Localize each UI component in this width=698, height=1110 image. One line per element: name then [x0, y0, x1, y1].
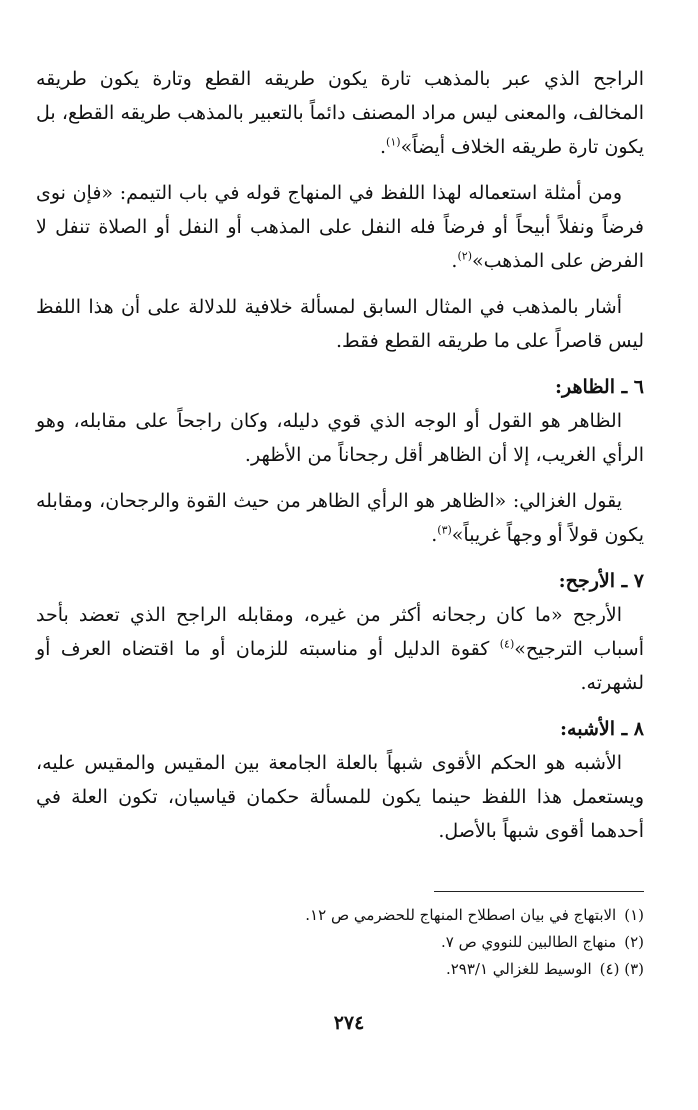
paragraph-text-end: كقوة الدليل أو مناسبته للزمان أو ما اقتضاه العرف أو لشهرته.: [36, 638, 644, 694]
paragraph-text: الأرجح «ما كان رجحانه أكثر من غيره، ومقابله الراجح الذي تعضد بأحد أسباب الترجيح»: [36, 604, 644, 660]
paragraph-ashbah-definition: الأشبه هو الحكم الأقوى شبهاً بالعلة الجامعة بين المقيس والمقيس عليه، ويستعمل هذا اللفظ حينما يكون للمسألة حكمان قياسيان، تكون العلة في أحدهما أقوى شبهاً بالأصل.: [36, 752, 644, 842]
page-body: [36, 62, 644, 860]
footnote-text: الوسيط للغزالي ٢٩٣/١.: [445, 960, 592, 978]
paragraph-madhhab-continuation: [36, 62, 644, 164]
paragraph-end: .: [451, 250, 458, 272]
footnote-divider: [434, 891, 644, 892]
footnote-item: [36, 929, 644, 956]
paragraph-text: الراجح الذي عبر بالمذهب تارة يكون طريقه القطع وتارة يكون طريقه المخالف، والمعنى ليس مراد المصنف دائماً بالتعبير بالمذهب طريقه القطع، بل يكون تارة طريقه الخلاف أيضاً»: [36, 68, 644, 158]
footnote-text: الابتهاج في بيان اصطلاح المنهاج للحضرمي ص ١٢.: [305, 906, 617, 924]
paragraph-zahir-definition: الظاهر هو القول أو الوجه الذي قوي دليله، وكان راجحاً على مقابله، وهو الرأي الغريب، إلا أن الظاهر أقل رجحاناً من الأظهر.: [36, 410, 644, 466]
paragraph-text: يقول الغزالي: «الظاهر هو الرأي الظاهر من حيث القوة والرجحان، ومقابله يكون قولاً أو وجهاً غريباً»: [36, 490, 644, 546]
footnote-number: (٣) (٤): [599, 960, 644, 978]
footnote-item: [36, 956, 644, 983]
paragraph-end: .: [431, 524, 438, 546]
footnote-number: (٢): [624, 933, 644, 951]
footnote-ref: (٤): [499, 637, 515, 651]
paragraph-text: ومن أمثلة استعماله لهذا اللفظ في المنهاج قوله في باب التيمم: «فإن نوى فرضاً ونفلاً أبيحاً أو فرضاً فله النفل على المذهب أو النفل أو الصلاة تنفل لا الفرض على المذهب»: [36, 182, 644, 272]
page-number: ٢٧٤: [333, 1012, 365, 1034]
paragraph-arjah-definition: [36, 598, 644, 700]
footnotes: [36, 902, 644, 983]
section-heading-ashbah: ٨ ـ الأشبه:: [560, 718, 644, 740]
paragraph-end: .: [380, 136, 387, 158]
footnote-item: [36, 902, 644, 929]
footnote-number: (١): [624, 906, 644, 924]
footnote-ref: (٣): [437, 523, 452, 537]
paragraph-example-explanation: أشار بالمذهب في المثال السابق لمسألة خلافية للدلالة على أن هذا اللفظ ليس قاصراً على ما طريقه القطع فقط.: [36, 296, 644, 352]
footnote-text: منهاج الطالبين للنووي ص ٧.: [440, 933, 617, 951]
paragraph-ghazali-quote: [36, 484, 644, 552]
paragraph-minhaj-example: [36, 176, 644, 278]
section-heading-arjah: ٧ ـ الأرجح:: [558, 570, 644, 592]
footnote-ref: (٢): [457, 249, 472, 263]
section-heading-zahir: ٦ ـ الظاهر:: [555, 376, 644, 398]
footnote-ref: (١): [386, 135, 401, 149]
